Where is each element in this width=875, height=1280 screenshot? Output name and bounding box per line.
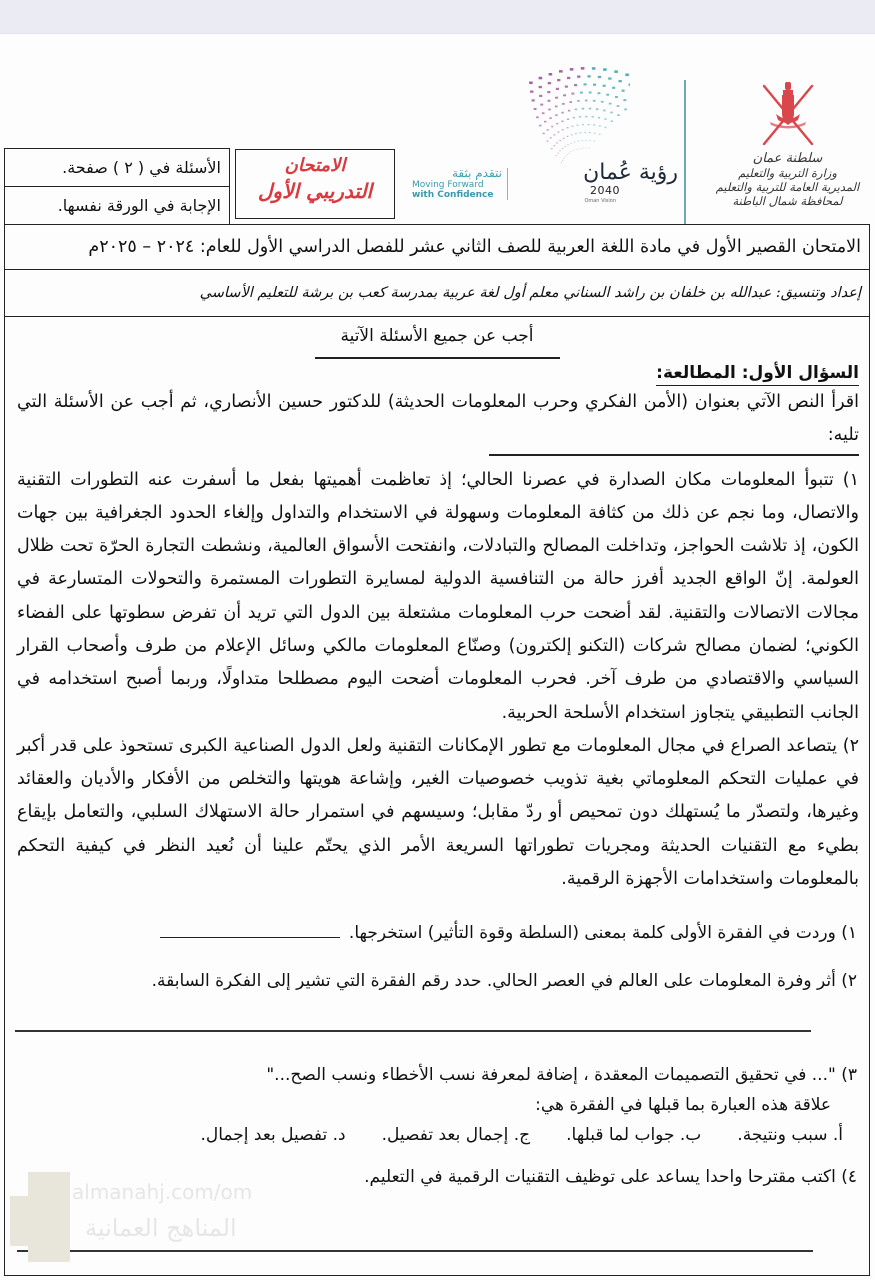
- swirl-dot: [555, 97, 558, 99]
- swirl-dot: [555, 114, 557, 116]
- swirl-dot: [625, 74, 629, 77]
- question-one-intro: اقرأ النص الآتي بعنوان (الأمن الفكري وحرب المعلومات الحديثة) للدكتور حسين الأنصاري، ثم أجب عن الأسئلة التي تليه:: [17, 392, 859, 445]
- exam-badge-line1: الامتحان: [284, 155, 346, 176]
- swirl-dot: [611, 120, 613, 122]
- swirl-dot: [540, 104, 543, 106]
- swirl-dot: [578, 141, 579, 142]
- swirl-dot: [598, 117, 600, 119]
- swirl-dot: [567, 144, 568, 145]
- pages-note: الأسئلة في ( ٢ ) صفحة.: [62, 158, 221, 177]
- swirl-dot: [561, 112, 563, 114]
- swirl-dot: [532, 99, 535, 101]
- swirl-dot: [617, 114, 619, 116]
- swirl-dot: [567, 119, 569, 121]
- swirl-dot: [553, 145, 555, 146]
- swirl-dot: [530, 91, 533, 93]
- swirl-dot: [547, 141, 549, 142]
- slogan-arabic: نتقدم بثقة: [451, 166, 502, 180]
- swirl-dot: [581, 140, 582, 141]
- swirl-dot: [569, 101, 572, 103]
- question-3-sub: علاقة هذه العبارة بما قبلها في الفقرة هي:: [535, 1094, 831, 1115]
- swirl-dot: [589, 148, 590, 149]
- question-2: ٢) أثر وفرة المعلومات على العالم في العصر الحالي. حدد رقم الفقرة التي تشير إلى الفكرة السابقة.: [151, 971, 857, 992]
- question-1: [5, 918, 869, 948]
- swirl-dot: [598, 92, 601, 94]
- swirl-dot: [568, 110, 570, 112]
- swirl-dot: [549, 73, 553, 76]
- swirl-dot: [574, 142, 575, 143]
- swirl-dot: [622, 90, 625, 92]
- swirl-dot: [623, 99, 626, 101]
- swirl-dot: [585, 116, 587, 118]
- swirl-dot: [573, 150, 574, 151]
- swirl-dot: [604, 118, 606, 120]
- emblem-line: وزارة التربية والتعليم: [738, 166, 837, 180]
- swirl-dot: [594, 133, 596, 134]
- swirl-dot: [588, 124, 590, 125]
- vision-sub: Oman Vision: [584, 198, 616, 204]
- swirl-dot: [547, 91, 550, 93]
- swirl-dot: [567, 136, 569, 137]
- swirl-dot: [556, 88, 559, 90]
- ministry-emblem: [700, 78, 875, 228]
- slogan-english-1: Moving Forward: [412, 180, 484, 190]
- header-divider: [684, 80, 686, 225]
- swirl-dot: [559, 70, 563, 73]
- swirl-dot: [592, 67, 596, 70]
- swirl-dot: [569, 153, 570, 154]
- swirl-dot: [574, 84, 577, 86]
- swirl-dot: [563, 158, 564, 159]
- swirl-dot: [582, 124, 584, 125]
- swirl-dot: [543, 133, 545, 135]
- slogan-logo: [412, 166, 512, 201]
- swirl-dot: [592, 116, 594, 118]
- passage-paragraph-1: ١) تتبوأ المعلومات مكان الصدارة في عصرنا الحالي؛ إذ تعاظمت أهميتها بفعل ما أسفرت عنه التطورات التقنية والاتصال، وما نجم عن ذلك من كثافة المعلومات وسهولة في الاستخدام والتداول وإلغاء الحدود الجغرافية بين جهات الكون، إذ تلاشت الحواجز، وتداخلت المصالح والتبادلات، وانفتحت الأسواق العالمية، ونشطت التجارة الحرّة تحت ظلال العولمة. إنّ الواقع الجديد أفرز حالة من التنافسية الدولية لمسايرة التطورات المستمرة والتحولات المتسارعة في مجالات الاتصالات والتقنية. لقد أضحت حرب المعلومات مشتعلة بين الدول التي تريد أن تفرض سطوتها على الفضاء الكوني؛ لضمان مصالح شركات (التكنو إلكترون) وصنّاع المعلومات مالكي وسائل الإعلام من طرف وأصحاب القرار السياسي والاقتصادي من طرف آخر. فحرب المعلومات أضحت اليوم مصطلحا متداولًا، وربما أصبح استخدامه في الجانب التطبيقي يتجاوز استخدام الأسلحة الحربية.: [17, 469, 859, 723]
- swirl-dot: [567, 127, 569, 128]
- question-3-options: [5, 1120, 869, 1150]
- exam-badge-line2: التدريبي الأول: [257, 179, 373, 203]
- swirl-dot: [564, 146, 565, 147]
- swirl-dot: [599, 125, 601, 126]
- swirl-dot: [629, 84, 631, 86]
- swirl-dot: [619, 80, 622, 82]
- instruction: أجب عن جميع الأسئلة الآتية: [340, 326, 534, 346]
- swirl-dot: [582, 108, 584, 110]
- option-b[interactable]: ب. جواب لما قبلها.: [566, 1124, 702, 1145]
- khanjar-emblem-icon: [756, 78, 820, 152]
- exam-body: [4, 224, 870, 1276]
- swirl-dot: [576, 149, 577, 150]
- swirl-dot: [539, 95, 542, 97]
- swirl-dot: [593, 84, 596, 86]
- slogan-divider: [507, 168, 508, 200]
- swirl-dot: [608, 77, 611, 79]
- swirl-dot: [572, 126, 574, 127]
- vision-arabic: رؤية عُمان: [583, 160, 678, 185]
- vision-year: 2040: [590, 184, 620, 197]
- swirl-dot: [615, 96, 618, 98]
- option-d[interactable]: د. تفصيل بعد إجمال.: [200, 1124, 346, 1145]
- swirl-dot: [603, 110, 605, 112]
- question-4: ٤) اكتب مقترحا واحدا يساعد على توظيف التقنيات الرقمية في التعليم.: [364, 1166, 857, 1187]
- swirl-dot: [589, 140, 590, 141]
- swirl-dot: [570, 68, 574, 71]
- swirl-dot: [563, 138, 565, 139]
- swirl-dot: [585, 140, 586, 141]
- swirl-dot: [562, 148, 563, 149]
- swirl-dot: [599, 134, 601, 135]
- swirl-dot: [571, 134, 573, 135]
- swirl-dot: [536, 116, 539, 118]
- swirl-dot: [548, 109, 551, 111]
- swirl-dot: [561, 162, 562, 163]
- exam-badge: [235, 149, 395, 219]
- swirl-dot: [529, 82, 533, 85]
- swirl-dot: [571, 151, 572, 152]
- question-one-title: السؤال الأول: المطالعة:: [656, 361, 859, 386]
- swirl-dot: [548, 82, 551, 84]
- swirl-dot: [561, 121, 563, 123]
- watermark-shape: [10, 1196, 50, 1246]
- swirl-dot: [556, 142, 558, 143]
- option-a[interactable]: أ. سبب ونتيجة.: [737, 1124, 843, 1145]
- slogan-english-2: with Confidence: [412, 190, 494, 200]
- swirl-dot: [553, 134, 555, 135]
- emblem-line: لمحافظة شمال الباطنة: [732, 194, 843, 208]
- emblem-line: المديرية العامة للتربية والتعليم: [715, 180, 860, 194]
- swirl-dot: [562, 160, 563, 161]
- vision-text: [583, 160, 678, 204]
- swirl-dot: [539, 125, 541, 127]
- swirl-dot: [562, 103, 565, 105]
- swirl-dot: [610, 112, 612, 114]
- info-box: [4, 148, 230, 224]
- swirl-dot: [577, 100, 580, 102]
- swirl-dot: [542, 112, 545, 114]
- swirl-dot: [571, 93, 574, 95]
- swirl-dot: [562, 129, 564, 130]
- answer-line-4[interactable]: [17, 1250, 813, 1252]
- swirl-dot: [612, 87, 615, 89]
- swirl-dot: [624, 109, 627, 111]
- top-strip: [0, 0, 875, 34]
- passage-paragraph-2: ٢) يتصاعد الصراع في مجال المعلومات مع تطور الإمكانات التقنية ولعل الدول الصناعية الكبرى تستحوذ على قدر أكبر في عمليات التحكم المعلوماتي بغية تذويب خصوصيات الغير، وإشاعة هويتها والتخلص من الأفكار والأديان والعقائد وغيرها، ولتصدّر ما يُستهلك دون تمحيص أو ردّ مقابل؛ وسيسهم في استمرار حالة الاستهلاك السلبي، والتعامل بإيقاع بطيء مع التقنيات الحديثة ومجريات تطوراتها السريعة الأمر الذي يحتّم علينا أن نُعيد النظر في كيفية التحكم بالمعلومات واستخدامات الأجهزة الرقمية.: [17, 735, 859, 890]
- swirl-dot: [557, 153, 558, 154]
- swirl-dot: [609, 103, 612, 105]
- swirl-dot: [573, 117, 575, 119]
- swirl-dot: [577, 76, 580, 78]
- swirl-dot: [559, 150, 560, 151]
- swirl-dot: [547, 129, 549, 131]
- swirl-dot: [587, 75, 590, 77]
- swirl-dot: [579, 148, 580, 149]
- swirl-dot: [603, 85, 606, 87]
- swirl-dot: [544, 121, 546, 123]
- swirl-dot: [567, 154, 568, 155]
- swirl-dot: [589, 108, 591, 110]
- swirl-dot: [567, 77, 570, 79]
- answer-line-2[interactable]: [15, 1030, 811, 1032]
- swirl-dot: [593, 124, 595, 125]
- swirl-dot: [585, 100, 588, 102]
- emblem-line: سلطنة عمان: [752, 151, 823, 166]
- swirl-dot: [557, 79, 560, 81]
- swirl-dot: [558, 132, 560, 133]
- swirl-dot: [575, 109, 577, 111]
- swirl-dot: [589, 92, 592, 94]
- swirl-dot: [605, 127, 607, 128]
- watermark-arabic: المناهج العمانية: [85, 1214, 237, 1242]
- swirl-dot: [556, 123, 558, 125]
- swirl-dot: [580, 92, 583, 94]
- swirl-dot: [549, 117, 551, 119]
- swirl-dot: [584, 132, 586, 133]
- prepared-by: إعداد وتنسيق: عبدالله بن خلفان بن راشد السناني معلم أول لغة عربية بمدرسة كعب بن برشة للتعليم الأساسي: [5, 270, 869, 317]
- swirl-dot: [534, 108, 537, 110]
- swirl-dot: [584, 83, 587, 85]
- question-3: ٣) "... في تحقيق التصميمات المعقدة ، إضافة لمعرفة نسب الأخطاء ونسب الصح...": [266, 1064, 857, 1085]
- swirl-dot: [589, 132, 591, 133]
- swirl-dot: [571, 143, 572, 144]
- swirl-dot: [550, 137, 552, 138]
- swirl-dot: [606, 94, 609, 96]
- question-1-text: ١) وردت في الفقرة الأولى كلمة بمعنى (السلطة وقوة التأثير) استخرجها.: [348, 923, 857, 944]
- swirl-dot: [551, 148, 553, 149]
- option-c[interactable]: ج. إجمال بعد تفصيل.: [381, 1124, 531, 1145]
- swirl-dot: [585, 148, 586, 149]
- swirl-dot: [603, 68, 607, 71]
- swirl-dot: [539, 86, 542, 88]
- intro-underline: [489, 454, 859, 456]
- answer-blank-1[interactable]: [160, 921, 340, 938]
- swirl-dot: [565, 156, 566, 157]
- swirl-dot: [582, 148, 583, 149]
- swirl-dot: [548, 100, 551, 102]
- answer-note: الإجابة في الورقة نفسها.: [5, 186, 229, 224]
- watermark-url: almanahj.com/om: [72, 1180, 253, 1204]
- swirl-dot: [617, 105, 620, 107]
- swirl-dot: [575, 133, 577, 134]
- swirl-dot: [614, 70, 618, 73]
- swirl-dot: [577, 125, 579, 126]
- swirl-dot: [555, 106, 558, 108]
- instruction-underline: [315, 357, 560, 359]
- swirl-dot: [539, 77, 543, 80]
- swirl-dot: [556, 155, 557, 156]
- swirl-dot: [581, 67, 585, 70]
- swirl-dot: [551, 126, 553, 128]
- exam-title: الامتحان القصير الأول في مادة اللغة العربية للصف الثاني عشر للفصل الدراسي الأول للعام: ٢٠٢٤ – ٢٠٢٥م: [5, 225, 869, 270]
- swirl-dot: [559, 140, 561, 141]
- swirl-dot: [579, 116, 581, 118]
- swirl-dot: [593, 100, 596, 102]
- swirl-dot: [563, 94, 566, 96]
- swirl-dot: [594, 141, 595, 142]
- swirl-dot: [601, 101, 604, 103]
- swirl-dot: [580, 132, 582, 133]
- swirl-dot: [596, 108, 598, 110]
- swirl-dot: [565, 86, 568, 88]
- swirl-dot: [598, 76, 601, 78]
